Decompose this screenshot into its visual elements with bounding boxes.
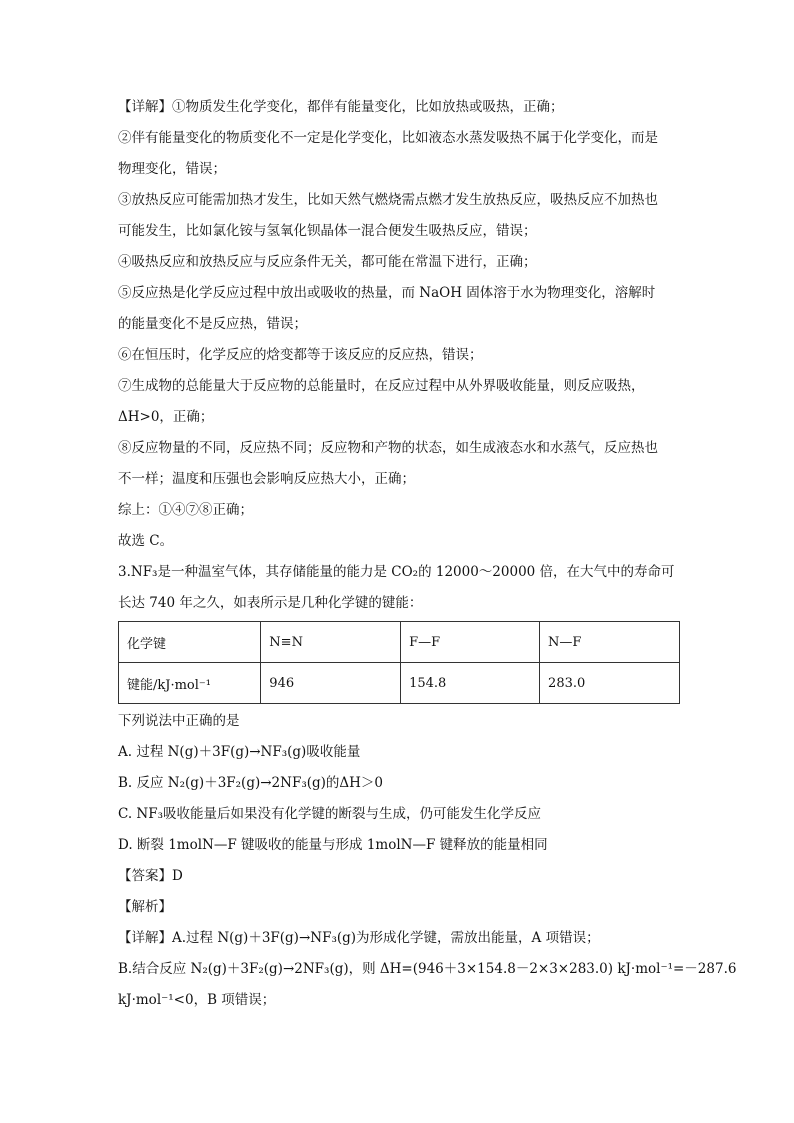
table-row <box>119 663 680 704</box>
option-a: A. 过程 N(g)＋3F(g)→NF₃(g)吸收能量 <box>118 744 361 760</box>
text-line: 不一样；温度和压强也会影响反应热大小，正确； <box>118 471 415 487</box>
answer-line: 【答案】D <box>118 868 183 884</box>
option-d: D. 断裂 1molN—F 键吸收的能量与形成 1molN—F 键释放的能量相同 <box>118 837 548 853</box>
text-line: 故选 C。 <box>118 533 174 549</box>
table-cell: N≡N <box>261 622 401 663</box>
text-line: 可能发生，比如氯化铵与氢氧化钡晶体一混合便发生吸热反应，错误； <box>118 223 537 239</box>
text-line: ⑧反应物量的不同，反应热不同；反应物和产物的状态，如生成液态水和水蒸气，反应热也 <box>118 440 658 456</box>
table-cell: 化学键 <box>119 622 261 663</box>
table-cell: F—F <box>401 622 540 663</box>
text-line: 物理变化，错误； <box>118 161 226 177</box>
text-line: 的能量变化不是反应热，错误； <box>118 316 307 332</box>
text-line: ΔH>0，正确； <box>118 409 214 425</box>
text-line: ②伴有能量变化的物质变化不一定是化学变化，比如液态水蒸发吸热不属于化学变化，而是 <box>118 130 658 146</box>
document-page <box>118 99 737 1024</box>
text-line: ⑦生成物的总能量大于反应物的总能量时，在反应过程中从外界吸收能量，则反应吸热， <box>118 378 645 394</box>
option-b: B. 反应 N₂(g)＋3F₂(g)→2NF₃(g)的ΔH＞0 <box>118 775 384 791</box>
option-c: C. NF₃吸收能量后如果没有化学键的断裂与生成，仍可能发生化学反应 <box>118 806 542 822</box>
text-line: ③放热反应可能需加热才发生，比如天然气燃烧需点燃才发生放热反应，吸热反应不加热也 <box>118 192 658 208</box>
text-line: 长达 740 年之久，如表所示是几种化学键的键能： <box>118 595 423 611</box>
table-header-row <box>119 622 680 663</box>
table-cell: 946 <box>261 663 401 704</box>
analysis-heading: 【解析】 <box>118 899 172 915</box>
question-prompt: 下列说法中正确的是 <box>118 713 240 729</box>
text-line: B.结合反应 N₂(g)＋3F₂(g)→2NF₃(g)，则 ΔH=(946＋3×154.8－2×3×283.0) kJ·mol⁻¹=－287.6 <box>118 961 737 977</box>
table-cell: N—F <box>540 622 680 663</box>
text-line: 3.NF₃是一种温室气体，其存储能量的能力是 CO₂的 12000～20000 倍，在大气中的寿命可 <box>118 564 675 580</box>
text-line: ④吸热反应和放热反应与反应条件无关，都可能在常温下进行，正确； <box>118 254 537 270</box>
text-line: ⑥在恒压时，化学反应的焓变都等于该反应的反应热，错误； <box>118 347 483 363</box>
table-cell: 键能/kJ·mol⁻¹ <box>119 663 261 704</box>
text-line: 【详解】A.过程 N(g)＋3F(g)→NF₃(g)为形成化学键，需放出能量，A 项错误； <box>118 930 600 946</box>
text-line: ⑤反应热是化学反应过程中放出或吸收的热量，而 NaOH 固体溶于水为物理变化，溶解时 <box>118 285 656 301</box>
bond-energy-table <box>118 621 680 704</box>
table-cell: 283.0 <box>540 663 680 704</box>
text-line: 综上：①④⑦⑧正确； <box>118 502 253 518</box>
text-line: 【详解】①物质发生化学变化，都伴有能量变化，比如放热或吸热，正确； <box>118 99 564 115</box>
text-line: kJ·mol⁻¹<0，B 项错误； <box>118 992 276 1008</box>
table-cell: 154.8 <box>401 663 540 704</box>
